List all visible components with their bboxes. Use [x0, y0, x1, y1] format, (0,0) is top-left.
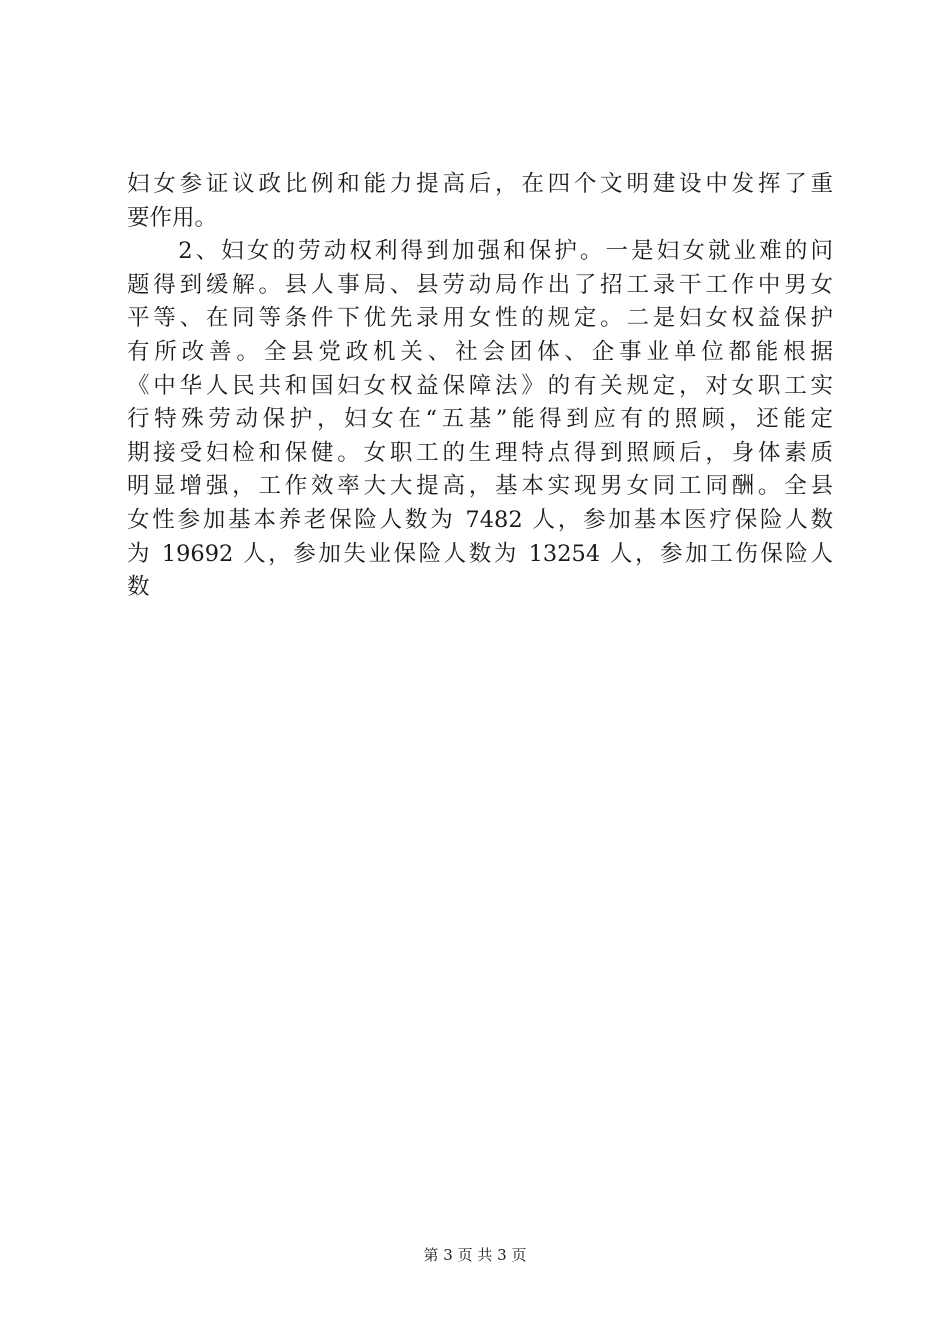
text-line: 数 [127, 574, 150, 601]
text-line: 2、妇女的劳动权利得到加强和保护。一是妇女就业难的问 [127, 238, 833, 265]
text-line: 期接受妇检和保健。女职工的生理特点得到照顾后，身体素质 [127, 439, 833, 466]
text-line: 行特殊劳动保护，妇女在“五基”能得到应有的照顾，还能定 [127, 406, 833, 433]
text-line: 要作用。 [127, 204, 218, 231]
text-line: 为 19692 人，参加失业保险人数为 13254 人，参加工伤保险人 [127, 540, 833, 567]
page-number-footer: 第 3 页 共 3 页 [423, 1246, 527, 1264]
text-line: 《中华人民共和国妇女权益保障法》的有关规定，对女职工实 [127, 372, 833, 399]
text-line: 有所改善。全县党政机关、社会团体、企事业单位都能根据 [127, 338, 833, 365]
text-line: 平等、在同等条件下优先录用女性的规定。二是妇女权益保护 [127, 305, 833, 332]
text-line: 妇女参证议政比例和能力提高后，在四个文明建设中发挥了重 [127, 171, 833, 197]
text-line: 题得到缓解。县人事局、县劳动局作出了招工录干工作中男女 [127, 271, 833, 298]
text-line: 明显增强，工作效率大大提高，基本实现男女同工同酬。全县 [127, 473, 833, 500]
body-text [127, 168, 833, 605]
text-line: 女性参加基本养老保险人数为 7482 人，参加基本医疗保险人数 [127, 506, 833, 533]
